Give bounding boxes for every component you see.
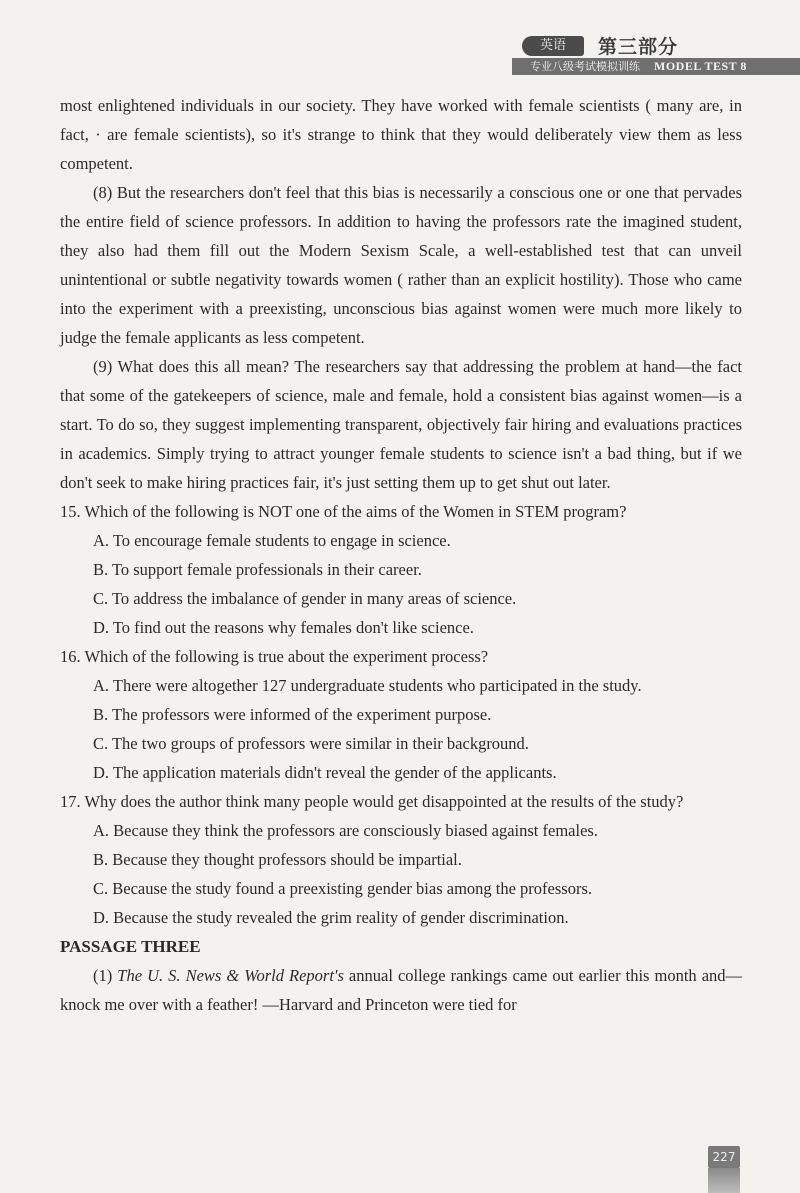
option-a: A. Because they think the professors are consciously biased against females.: [93, 821, 598, 840]
paragraph-number: (1): [93, 966, 113, 985]
option-b: B. To support female professionals in their career.: [93, 560, 422, 579]
paragraph-8: (8) But the researchers don't feel that this bias is necessarily a conscious one or one that pervades the entire field of science professors. In addition to having the professors rate the imagined student, they also had them fill out the Modern Sexism Scale, a well-established test that can unveil unintentional or subtle negativity towards women ( rather than an explicit hostility). Those who came into the experiment with a preexisting, unconscious bias against women were much more likely to judge the female applicants as less competent.: [60, 183, 742, 347]
series-en: MODEL TEST 8: [654, 59, 747, 73]
part-title: 第三部分: [598, 36, 679, 58]
question-stem: 16. Which of the following is true about the experiment process?: [60, 647, 489, 666]
option-b: B. Because they thought professors should be impartial.: [93, 850, 462, 869]
option-c: C. To address the imbalance of gender in many areas of science.: [93, 589, 517, 608]
option-d: D. Because the study revealed the grim reality of gender discrimination.: [93, 908, 569, 927]
option-d: D. To find out the reasons why females don't like science.: [93, 618, 474, 637]
page-header: [0, 0, 800, 80]
question-15: [60, 497, 742, 642]
page-content: [60, 91, 742, 1019]
option-a: A. There were altogether 127 undergraduate students who participated in the study.: [93, 676, 642, 695]
publication-title: The U. S. News & World Report's: [117, 966, 344, 985]
option-d: D. The application materials didn't reveal the gender of the applicants.: [93, 763, 557, 782]
question-stem: 17. Why does the author think many people would get disappointed at the results of the study?: [60, 792, 684, 811]
continued-paragraph: most enlightened individuals in our society. They have worked with female scientists ( many are, in fact, · are female scientists), so it's strange to think that they would deliberately view them as less competent.: [60, 96, 742, 173]
question-17: [60, 787, 742, 932]
passage-three-paragraph-1: [60, 961, 742, 1019]
option-c: C. The two groups of professors were similar in their background.: [93, 734, 529, 753]
passage-title: PASSAGE THREE: [60, 937, 201, 956]
page-edge-tab: [708, 1168, 740, 1193]
paragraph-text: annual college rankings came out earlier this month and—knock me over with a feather! —Harvard and Princeton were tied for: [60, 966, 743, 1014]
question-stem: 15. Which of the following is NOT one of the aims of the Women in STEM program?: [60, 502, 627, 521]
series-cn: 专业八级考试模拟训练: [530, 60, 640, 73]
option-a: A. To encourage female students to engage in science.: [93, 531, 451, 550]
option-b: B. The professors were informed of the experiment purpose.: [93, 705, 492, 724]
subject-tab: 英语: [522, 36, 584, 56]
series-banner: [512, 58, 800, 75]
option-c: C. Because the study found a preexisting gender bias among the professors.: [93, 879, 593, 898]
paragraph-9: (9) What does this all mean? The researchers say that addressing the problem at hand—the fact that some of the gatekeepers of science, male and female, hold a consistent bias against women—is a start. To do so, they suggest implementing transparent, objectively fair hiring and evaluations practices in academics. Simply trying to attract younger female students to science isn't a bad thing, but if we don't seek to make hiring practices fair, it's just setting them up to get shut out later.: [60, 357, 742, 492]
page-number: 227: [708, 1146, 740, 1168]
question-16: [60, 642, 742, 787]
